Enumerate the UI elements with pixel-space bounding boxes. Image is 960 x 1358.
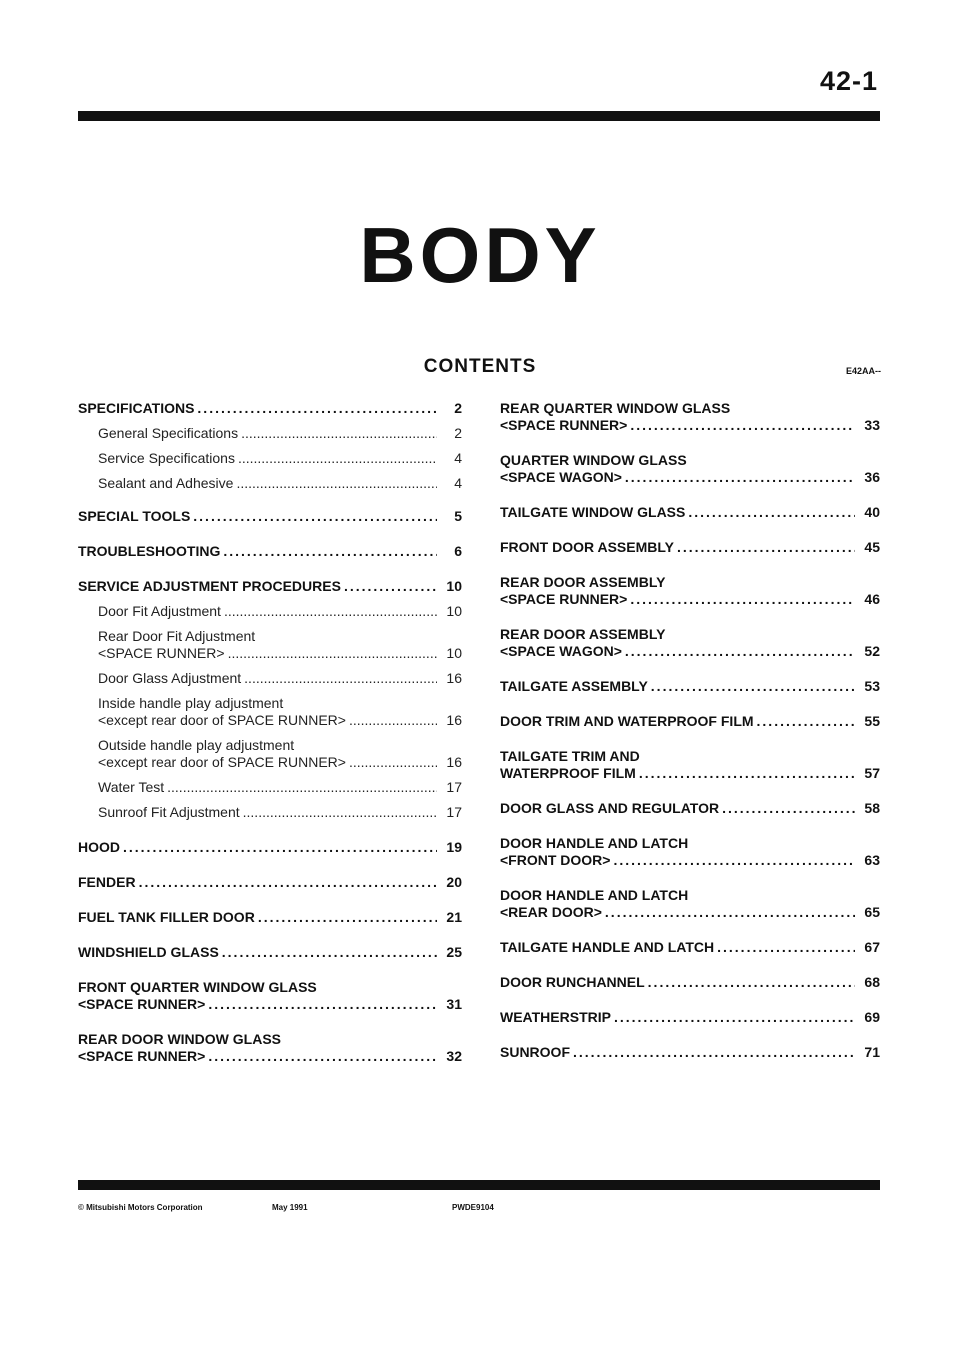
toc-entry — [500, 748, 880, 782]
dot-leader — [651, 678, 855, 695]
toc-entry-title-line: REAR DOOR ASSEMBLY — [500, 626, 666, 642]
toc-entry — [500, 800, 880, 817]
toc-entry-page: 10 — [446, 603, 462, 619]
toc-entry-label: TROUBLESHOOTING — [78, 543, 221, 559]
toc-entry — [78, 578, 462, 595]
dot-leader — [625, 469, 855, 486]
toc-entry — [78, 804, 462, 821]
toc-entry-label: DOOR TRIM AND WATERPROOF FILM — [500, 713, 754, 729]
toc-entry-page: 19 — [446, 839, 462, 855]
toc-entry-page: 57 — [864, 765, 880, 781]
toc-entry-label: WATERPROOF FILM — [500, 765, 636, 781]
dot-leader — [139, 874, 437, 891]
toc-entry-page: 10 — [446, 645, 462, 661]
toc-entry — [78, 695, 462, 729]
toc-entry-title-line: QUARTER WINDOW GLASS — [500, 452, 687, 468]
toc-entry-page: 25 — [446, 944, 462, 960]
dot-leader — [123, 839, 437, 856]
toc-entry-label: <SPACE WAGON> — [500, 469, 622, 485]
page-number: 42-1 — [819, 66, 878, 96]
toc-entry-label: DOOR RUNCHANNEL — [500, 974, 645, 990]
toc-entry-page: 10 — [446, 578, 462, 594]
toc-entry — [500, 939, 880, 956]
toc-entry — [78, 839, 462, 856]
toc-entry — [78, 670, 462, 687]
dot-leader — [243, 804, 437, 821]
toc-entry-title-line: DOOR HANDLE AND LATCH — [500, 835, 689, 851]
toc-entry-page: 16 — [446, 670, 462, 686]
dot-leader — [349, 754, 437, 771]
toc-right-column — [500, 400, 880, 1061]
toc-entry-label: Door Glass Adjustment — [98, 670, 242, 686]
dot-leader — [614, 1009, 855, 1026]
toc-entry-label: SERVICE ADJUSTMENT PROCEDURES — [78, 578, 341, 594]
toc-entry-label: <REAR DOOR> — [500, 904, 602, 920]
toc-entry-page: 31 — [446, 996, 462, 1012]
toc-entry — [500, 400, 880, 434]
footer-doc-code: PWDE9104 — [452, 1203, 494, 1212]
toc-entry — [500, 539, 880, 556]
section-code: E42AA-- — [845, 366, 881, 376]
toc-entry-page: 17 — [446, 804, 462, 820]
toc-entry-label: Service Specifications — [98, 450, 235, 466]
toc-entry-page: 36 — [864, 469, 880, 485]
toc-left-column — [78, 400, 462, 1065]
toc-entry-label: Sunroof Fit Adjustment — [98, 804, 240, 820]
toc-entry — [78, 400, 462, 417]
toc-entry-page: 68 — [864, 974, 880, 990]
toc-entry-page: 71 — [864, 1044, 880, 1060]
toc-entry — [500, 626, 880, 660]
toc-entry-label: General Specifications — [98, 425, 239, 441]
toc-entry-page: 53 — [864, 678, 880, 694]
toc-entry-page: 58 — [864, 800, 880, 816]
toc-entry — [78, 508, 462, 525]
dot-leader — [625, 643, 855, 660]
toc-entry-page: 17 — [446, 779, 462, 795]
toc-entry — [78, 425, 462, 442]
toc-entry-label: FENDER — [78, 874, 136, 890]
dot-leader — [573, 1044, 855, 1061]
dot-leader — [639, 765, 855, 782]
toc-entry — [78, 543, 462, 560]
toc-entry — [78, 779, 462, 796]
toc-entry — [78, 628, 462, 662]
dot-leader — [244, 670, 437, 687]
toc-entry — [500, 504, 880, 521]
toc-entry-page: 6 — [454, 543, 462, 559]
toc-entry-title-line: Outside handle play adjustment — [98, 737, 295, 753]
toc-entry-page: 2 — [454, 400, 462, 416]
toc-entry-page: 52 — [864, 643, 880, 659]
toc-entry-page: 40 — [864, 504, 880, 520]
footer-copyright: © Mitsubishi Motors Corporation — [78, 1203, 203, 1212]
toc-entry-label: WINDSHIELD GLASS — [78, 944, 219, 960]
toc-entry-page: 67 — [864, 939, 880, 955]
toc-entry-title-line: REAR DOOR ASSEMBLY — [500, 574, 666, 590]
toc-entry-label: <SPACE RUNNER> — [98, 645, 225, 661]
toc-entry-label: WEATHERSTRIP — [500, 1009, 611, 1025]
toc-entry-label: SPECIAL TOOLS — [78, 508, 191, 524]
toc-entry — [500, 835, 880, 869]
toc-entry-label: SUNROOF — [500, 1044, 570, 1060]
toc-entry-page: 20 — [446, 874, 462, 890]
dot-leader — [236, 475, 437, 492]
top-rule — [78, 111, 880, 121]
dot-leader — [344, 578, 437, 595]
toc-entry-page: 32 — [446, 1048, 462, 1064]
toc-entry — [500, 678, 880, 695]
toc-entry-page: 2 — [454, 425, 462, 441]
toc-entry-label: <SPACE RUNNER> — [500, 417, 628, 433]
dot-leader — [258, 909, 437, 926]
dot-leader — [605, 904, 855, 921]
toc-entry-label: TAILGATE WINDOW GLASS — [500, 504, 686, 520]
toc-entry-title-line: REAR QUARTER WINDOW GLASS — [500, 400, 731, 416]
toc-entry — [78, 603, 462, 620]
toc-entry-title-line: TAILGATE TRIM AND — [500, 748, 640, 764]
toc-entry-page: 4 — [454, 475, 462, 491]
toc-entry — [500, 452, 880, 486]
dot-leader — [228, 645, 437, 662]
dot-leader — [167, 779, 437, 796]
dot-leader — [349, 712, 437, 729]
toc-entry — [500, 887, 880, 921]
dot-leader — [193, 508, 437, 525]
toc-entry-label: FUEL TANK FILLER DOOR — [78, 909, 255, 925]
footer-date: May 1991 — [272, 1203, 308, 1212]
dot-leader — [208, 996, 437, 1013]
toc-entry — [500, 713, 880, 730]
toc-entry-label: Water Test — [98, 779, 165, 795]
toc-entry-label: Sealant and Adhesive — [98, 475, 234, 491]
toc-entry-page: 33 — [864, 417, 880, 433]
dot-leader — [648, 974, 855, 991]
toc-entry-page: 21 — [446, 909, 462, 925]
toc-entry — [78, 944, 462, 961]
toc-entry — [78, 737, 462, 771]
toc-entry-label: TAILGATE HANDLE AND LATCH — [500, 939, 715, 955]
toc-entry — [78, 874, 462, 891]
toc-entry — [500, 574, 880, 608]
toc-entry-label: TAILGATE ASSEMBLY — [500, 678, 648, 694]
toc-entry-label: <SPACE WAGON> — [500, 643, 622, 659]
dot-leader — [688, 504, 855, 521]
dot-leader — [717, 939, 855, 956]
contents-heading: CONTENTS — [423, 356, 537, 377]
toc-entry-label: DOOR GLASS AND REGULATOR — [500, 800, 720, 816]
toc-entry-label: FRONT DOOR ASSEMBLY — [500, 539, 674, 555]
toc-entry-page: 16 — [446, 754, 462, 770]
toc-entry — [78, 979, 462, 1013]
toc-entry-label: SPECIFICATIONS — [78, 400, 195, 416]
dot-leader — [241, 425, 437, 442]
toc-entry-title-line: REAR DOOR WINDOW GLASS — [78, 1031, 281, 1047]
dot-leader — [722, 800, 855, 817]
toc-entry — [78, 1031, 462, 1065]
toc-entry-label: <SPACE RUNNER> — [78, 996, 206, 1012]
dot-leader — [677, 539, 855, 556]
dot-leader — [630, 417, 855, 434]
toc-entry-label: <SPACE RUNNER> — [78, 1048, 206, 1064]
toc-entry-page: 46 — [864, 591, 880, 607]
dot-leader — [613, 852, 855, 869]
toc-entry-label: <FRONT DOOR> — [500, 852, 611, 868]
toc-entry-page: 63 — [864, 852, 880, 868]
dot-leader — [238, 450, 437, 467]
toc-entry-page: 4 — [454, 450, 462, 466]
toc-entry-page: 55 — [864, 713, 880, 729]
dot-leader — [222, 944, 437, 961]
toc-entry-title-line: Rear Door Fit Adjustment — [98, 628, 256, 644]
toc-entry-page: 65 — [864, 904, 880, 920]
dot-leader — [223, 543, 437, 560]
toc-entry-label: <except rear door of SPACE RUNNER> — [98, 754, 346, 770]
toc-entry — [78, 450, 462, 467]
dot-leader — [208, 1048, 437, 1065]
toc-entry-title-line: Inside handle play adjustment — [98, 695, 284, 711]
toc-entry — [500, 1009, 880, 1026]
toc-entry-title-line: DOOR HANDLE AND LATCH — [500, 887, 689, 903]
toc-entry — [500, 1044, 880, 1061]
toc-entry-label: <except rear door of SPACE RUNNER> — [98, 712, 346, 728]
page-title: BODY — [359, 211, 601, 299]
toc-entry-page: 5 — [454, 508, 462, 524]
toc-entry-page: 45 — [864, 539, 880, 555]
toc-entry — [78, 909, 462, 926]
toc-entry-page: 69 — [864, 1009, 880, 1025]
dot-leader — [630, 591, 855, 608]
bottom-rule — [78, 1180, 880, 1190]
toc-entry-label: HOOD — [78, 839, 120, 855]
toc-entry-title-line: FRONT QUARTER WINDOW GLASS — [78, 979, 317, 995]
dot-leader — [197, 400, 437, 417]
dot-leader — [224, 603, 437, 620]
toc-entry — [500, 974, 880, 991]
toc-entry — [78, 475, 462, 492]
toc-entry-label: Door Fit Adjustment — [98, 603, 221, 619]
toc-entry-page: 16 — [446, 712, 462, 728]
toc-entry-label: <SPACE RUNNER> — [500, 591, 628, 607]
dot-leader — [757, 713, 855, 730]
